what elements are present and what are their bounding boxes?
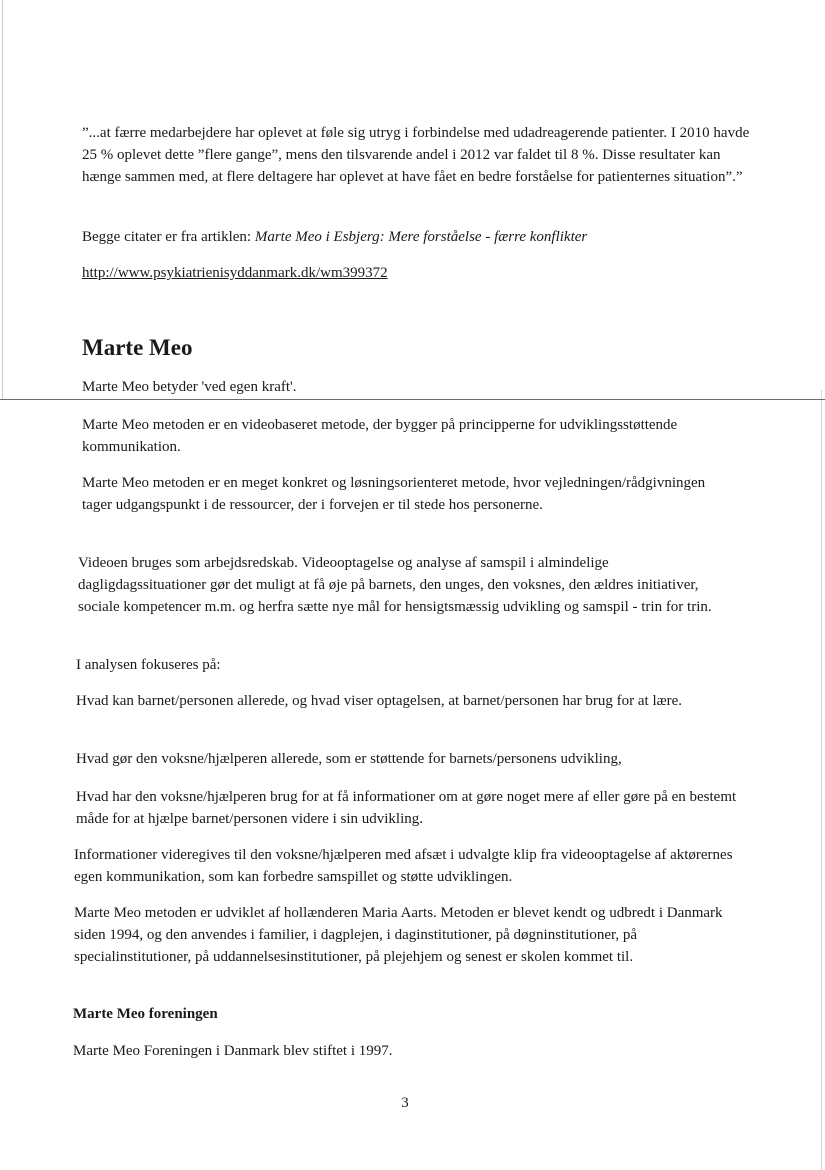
citation-title: Marte Meo i Esbjerg: Mere forståelse - færre konflikter: [254, 229, 588, 245]
source-link[interactable]: http://www.psykiatrienisyddanmark.dk/wm399372: [82, 265, 388, 281]
citation-line: [82, 226, 762, 248]
definition-text: Marte Meo betyder 'ved egen kraft'.: [82, 379, 297, 395]
paragraph-method-intro: Marte Meo metoden er en videobaseret metode, der bygger på principperne for udviklingsstøttende kommunikation.: [82, 417, 678, 455]
paragraph-history: Marte Meo metoden er udviklet af hollænderen Maria Aarts. Metoden er blevet kendt og udbredt i Danmark siden 1994, og den anvendes i familier, i dagplejen, i daginstitutioner, på døgninstitutioner, på specialinstitutioner, på uddannelsesinstitutioner, på plejehjem og senest er skolen kommet til.: [74, 905, 723, 965]
paragraph-question-3: Hvad har den voksne/hjælperen brug for at få informationer om at gøre noget mere af eller gøre på en bestemt måde for at hjælpe barnet/personen videre i sin udvikling.: [76, 789, 737, 827]
paragraph-video-tool: Videoen bruges som arbejdsredskab. Videooptagelse og analyse af samspil i almindelige dagligdagssituationer gør det muligt at få øje på barnets, den unges, den voksnes, den ældres initiativer, sociale kompetencer m.m. og herfra sætte nye mål for hensigtsmæssig udvikling og samspil - trin for trin.: [78, 555, 712, 615]
source-link-line: [82, 262, 762, 284]
scan-margin-line-right: [821, 390, 822, 1170]
paragraph-information: Informationer videregives til den voksne/hjælperen med afsæt i udvalgte klip fra videooptagelse af aktørernes egen kommunikation, som kan forbedre samspillet og støtte udviklingen.: [74, 847, 733, 885]
scan-divider-line: [0, 399, 825, 400]
paragraph-question-2: Hvad gør den voksne/hjælperen allerede, som er støttende for barnets/personens udvikling,: [76, 751, 622, 767]
page-number: 3: [401, 1095, 409, 1111]
scan-margin-line: [2, 0, 3, 400]
subheading-foreningen: Marte Meo foreningen: [73, 1006, 218, 1022]
paragraph-foreningen: Marte Meo Foreningen i Danmark blev stiftet i 1997.: [73, 1043, 393, 1059]
paragraph-method-concrete: Marte Meo metoden er en meget konkret og løsningsorienteret metode, hvor vejledningen/rådgivningen tager udgangspunkt i de ressourcer, der i forvejen er til stede hos personerne.: [82, 475, 706, 513]
section-heading: Marte Meo: [82, 335, 193, 360]
paragraph-question-1: Hvad kan barnet/personen allerede, og hvad viser optagelsen, at barnet/personen har brug for at lære.: [76, 693, 683, 709]
paragraph-analysis-focus: I analysen fokuseres på:: [76, 657, 221, 673]
quote-paragraph: ”...at færre medarbejdere har oplevet at føle sig utryg i forbindelse med udadreagerende patienter. I 2010 havde 25 % oplevet dette ”flere gange”, mens den tilsvarende andel i 2012 var faldet til 8 %. Disse resultater kan hænge sammen med, at flere deltagere har oplevet at have fået en bedre forståelse for patienternes situation”.”: [82, 125, 750, 185]
citation-prefix: Begge citater er fra artiklen:: [82, 229, 255, 245]
